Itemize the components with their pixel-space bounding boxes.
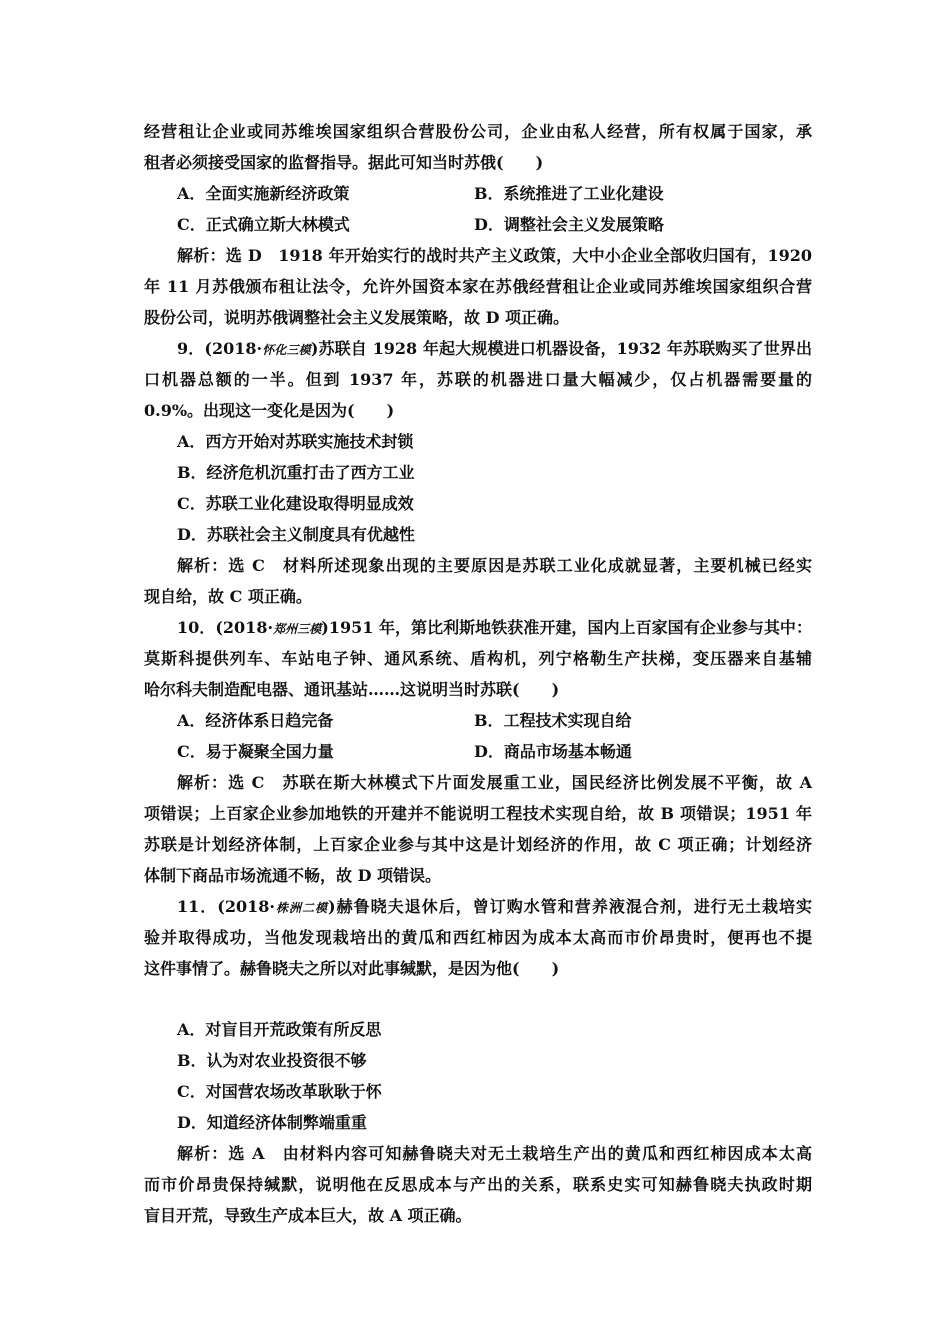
q9-stem-line-2: 口机器总额的一半。但到 1937 年，苏联的机器进口量大幅减少，仅占机器需要量的	[144, 370, 812, 389]
q8-analysis-label: 解析：	[177, 246, 226, 265]
q9-analysis-text-1: 选 C 材料所述现象出现的主要原因是苏联工业化成就显著，主要机械已经实	[228, 556, 812, 575]
q11-option-d: D．知道经济体制弊端重重	[177, 1113, 367, 1132]
q9-source: 怀化三模	[262, 343, 311, 357]
q10-stem-first: )1951 年，第比利斯地铁获准开建，国内上百家国有企业参与其中：	[321, 618, 812, 637]
q10-stem-line-2: 莫斯科提供列车、车站电子钟、通风系统、盾构机，列宁格勒生产扶梯，变压器来自基辅	[144, 649, 812, 668]
q9-option-b: B．经济危机沉重打击了西方工业	[177, 463, 415, 482]
q11-number: 11．(2018·	[177, 897, 275, 916]
q8-analysis-line-2: 年 11 月苏俄颁布租让法令，允许外国资本家在苏俄经营租让企业或同苏维埃国家组织合营	[144, 277, 812, 296]
q8-analysis-text-1: 选 D 1918 年开始实行的战时共产主义政策，大中小企业全部收归国有，1920	[225, 246, 812, 265]
q10-options-row-2	[144, 736, 812, 767]
q11-stem-first: )赫鲁晓夫退休后，曾订购水管和营养液混合剂，进行无土栽培实	[328, 897, 812, 916]
q11-option-c: C．对国营农场改革耿耿于怀	[177, 1082, 382, 1101]
q10-stem-line-3: 哈尔科夫制造配电器、通讯基站……这说明当时苏联( )	[144, 680, 560, 699]
q11-stem-line-1	[144, 891, 812, 922]
q9-analysis-line-2: 现自给，故 C 项正确。	[144, 587, 312, 606]
q11-analysis-label: 解析：	[177, 1144, 229, 1163]
q10-option-d: D．商品市场基本畅通	[474, 742, 632, 761]
q9-stem-first: )苏联自 1928 年起大规模进口机器设备，1932 年苏联购买了世界出	[310, 339, 812, 358]
q10-stem-line-1	[144, 612, 812, 643]
q11-option-b: B．认为对农业投资很不够	[177, 1051, 367, 1070]
q11-analysis-line-2: 而市价昂贵保持缄默，说明他在反思成本与产出的关系，联系史实可知赫鲁晓夫执政时期	[144, 1175, 812, 1194]
q8-option-b: B．系统推进了工业化建设	[474, 184, 664, 203]
q8-options-row-2	[144, 209, 812, 240]
q10-analysis-label: 解析：	[177, 773, 229, 792]
q9-option-a: A．西方开始对苏联实施技术封锁	[177, 432, 414, 451]
q8-analysis-line-1	[144, 240, 812, 271]
q10-option-c: C．易于凝聚全国力量	[177, 742, 334, 761]
q11-analysis-text-1: 选 A 由材料内容可知赫鲁晓夫对无土栽培生产出的黄瓜和西红柿因成本太高	[228, 1144, 812, 1163]
q9-number: 9．(2018·	[177, 339, 263, 358]
q10-analysis-text-1: 选 C 苏联在斯大林模式下片面发展重工业，国民经济比例发展不平衡，故 A	[228, 773, 812, 792]
q10-number: 10．(2018·	[177, 618, 274, 637]
q10-analysis-line-4: 体制下商品市场流通不畅，故 D 项错误。	[144, 866, 442, 885]
q10-option-b: B．工程技术实现自给	[474, 711, 632, 730]
q11-analysis-line-1	[144, 1138, 812, 1169]
q9-option-d: D．苏联社会主义制度具有优越性	[177, 525, 415, 544]
q11-analysis-line-3: 盲目开荒，导致生产成本巨大，故 A 项正确。	[144, 1206, 472, 1225]
q11-option-a: A．对盲目开荒政策有所反思	[177, 1020, 382, 1039]
q11-stem-line-3: 这件事情了。赫鲁晓夫之所以对此事缄默，是因为他( )	[144, 959, 560, 978]
q9-analysis-label: 解析：	[177, 556, 229, 575]
q8-option-a: A．全面实施新经济政策	[177, 184, 350, 203]
q10-analysis-line-3: 苏联是计划经济体制，上百家企业参与其中这是计划经济的作用，故 C 项正确；计划经济	[144, 835, 812, 854]
q10-options-row-1	[144, 705, 812, 736]
q11-source: 株洲二模	[274, 901, 329, 915]
q8-option-d: D．调整社会主义发展策略	[474, 215, 664, 234]
q8-stem-line-2: 租者必须接受国家的监督指导。据此可知当时苏俄( )	[144, 153, 544, 172]
q10-option-a: A．经济体系日趋完备	[177, 711, 334, 730]
q9-stem-line-1	[144, 333, 812, 364]
q10-source: 郑州三模	[273, 622, 322, 636]
q8-options-row-1	[144, 178, 812, 209]
q9-option-c: C．苏联工业化建设取得明显成效	[177, 494, 414, 513]
q8-option-c: C．正式确立斯大林模式	[177, 215, 350, 234]
q11-blank-gap	[144, 984, 812, 1014]
q10-analysis-line-2: 项错误；上百家企业参加地铁的开建并不能说明工程技术实现自给，故 B 项错误；1951 年	[144, 804, 812, 823]
q8-stem-line-1: 经营租让企业或同苏维埃国家组织合营股份公司，企业由私人经营，所有权属于国家，承	[144, 122, 812, 141]
q9-stem-line-3: 0.9%。出现这一变化是因为( )	[144, 401, 395, 420]
q8-analysis-line-3: 股份公司，说明苏俄调整社会主义发展策略，故 D 项正确。	[144, 308, 570, 327]
q9-analysis-line-1	[144, 550, 812, 581]
document-page	[144, 116, 812, 1231]
q11-stem-line-2: 验并取得成功，当他发现栽培出的黄瓜和西红柿因为成本太高而市价昂贵时，便再也不提	[144, 928, 812, 947]
q10-analysis-line-1	[144, 767, 812, 798]
